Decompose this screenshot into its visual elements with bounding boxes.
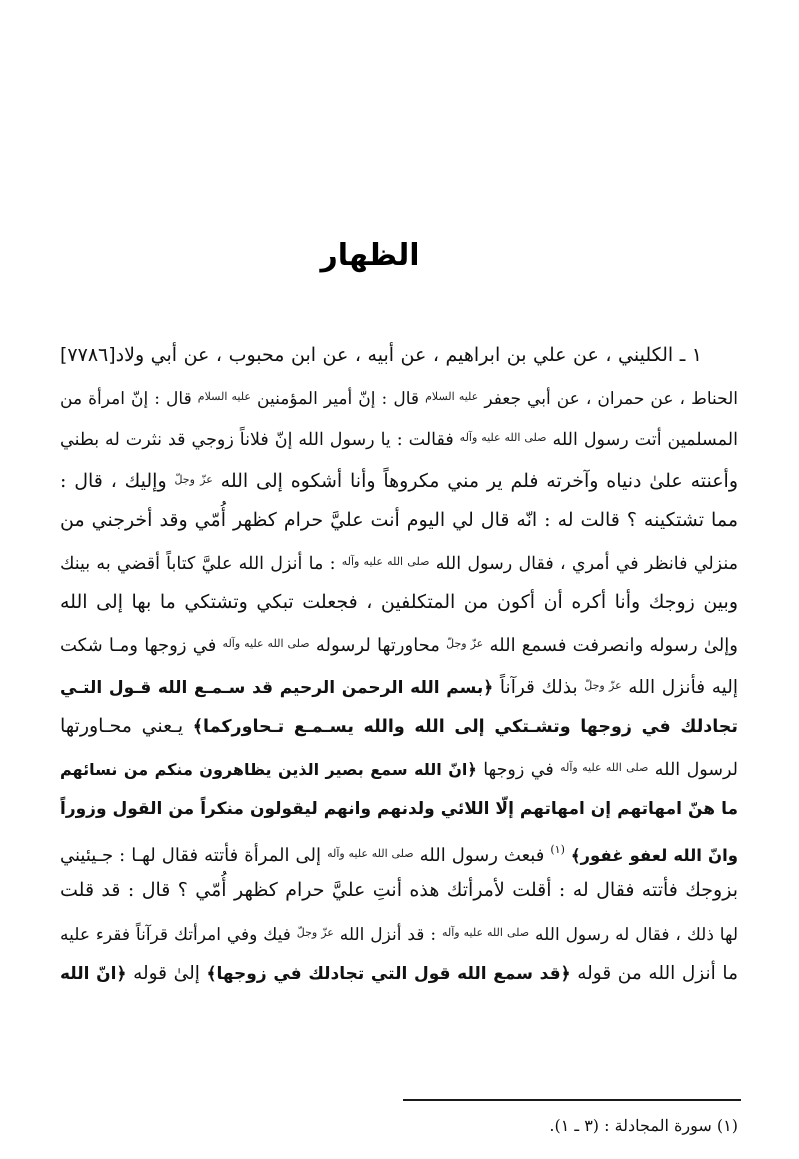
text-segment: في زوجها ومـا شكت [60,635,217,657]
honorific-glyph: صلى الله عليه وآله [560,760,649,774]
text-line [60,582,738,623]
honorific-glyph: صلى الله عليه وآله [327,847,414,861]
footnote-divider [403,1099,741,1101]
honorific-glyph: صلى الله عليه وآله [341,554,430,568]
text-segment: وإلىٰ رسوله وانصرفت فسمع الله [489,635,738,657]
text-line [60,500,738,541]
text-segment: مما تشتكينه ؟ قالت له : انّه قال لي اليوم أنت عليَّ حرام كظهر أُمّي وقد أخرجني من [60,508,738,531]
text-line [60,376,738,417]
text-segment: منزلي فانظر في أمري ، فقال رسول الله [435,553,738,574]
text-segment: وبين زوجك وأنا أكره أن أكون من المتكلفين ، فجعلت تبكي وتشتكي ما بها إلى الله [60,591,738,614]
text-segment: قال : إنّ امرأة من [60,389,192,410]
text-segment: لرسول الله [654,759,738,780]
honorific-glyph: عزّ وجلّ [296,925,334,939]
text-line [60,665,738,706]
text-segment: فقالت : يا رسول الله إنّ فلاناً زوجي قد نثرت له بطني [60,430,454,451]
honorific-glyph: عليه السلام [425,390,479,404]
text-line [60,788,738,829]
text-line [60,459,738,500]
text-segment: محاورتها لرسوله [315,635,440,657]
text-segment: يـعني محـاورتها [60,714,184,737]
text-segment: فيك وفي امرأتك قرآناً فقرء عليه [60,924,291,945]
text-line [60,623,738,664]
honorific-glyph: عليه السلام [197,390,251,404]
text-segment: فبعث رسول الله [419,845,545,867]
text-segment: : ما أنزل الله عليَّ كتاباً أقضي به بينك [60,553,336,574]
text-line [60,417,738,458]
text-segment: لها ذلك ، فقال له رسول الله [535,924,738,945]
honorific-glyph: عزّ وجلّ [446,637,484,651]
quran-quote: ﴿قد سمع الله قول التي تجادلك في زوجها﴾ [206,963,571,984]
text-segment: إلىٰ قوله [133,962,200,984]
footnote: (١) سورة المجادلة : (٣ ـ ١). [549,1116,738,1135]
text-segment: إلى المرأة فأتته فقال لهـا : جـيئيني [60,845,322,867]
honorific-glyph: صلى الله عليه وآله [222,637,310,651]
hadith-number: [٧٧٨٦] [60,344,116,366]
chapter-title: الظهار [320,238,420,273]
hadith-opening: ١ ـ الكليني ، عن علي بن ابراهيم ، عن أبيه ، عن ابن محبوب ، عن أبي ولاد [115,344,702,366]
text-line [60,541,738,582]
honorific-glyph: صلى الله عليه وآله [459,431,547,445]
text-line [60,706,738,747]
honorific-glyph: عزّ وجلّ [174,472,213,486]
quran-quote: ﴿انّ الله [60,963,127,984]
text-segment: المسلمين أتت رسول الله [552,430,738,451]
footnote-reference[interactable]: (١) [550,843,565,857]
hadith-body [60,335,738,994]
text-line [60,829,738,870]
quran-quote: وانّ الله لعفو غفور﴾ [570,846,738,866]
quran-quote: ﴿بسم الله الرحمن الرحيم قد سـمـع الله قـول التـي [60,677,494,698]
text-segment: : قد أنزل الله [339,924,437,945]
text-line [60,953,738,994]
text-segment: إليه فأنزل الله [628,676,738,698]
text-segment: وأعنته علىٰ دنياه وآخرته فلم ير مني مكروهاً وأنا أشكوه إلى الله [220,469,739,492]
text-segment: بذلك قرآناً [499,676,578,698]
text-line [60,870,738,911]
honorific-glyph: صلى الله عليه وآله [441,925,530,939]
text-segment: بزوجك فأتته فقال له : أقلت لأمرأتك هذه أنتِ عليَّ حرام كظهر أُمّي ؟ قال : قد قلت [60,879,738,902]
text-segment: في زوجها [483,759,554,780]
text-line [60,747,738,788]
text-line [60,912,738,953]
text-line [60,335,738,376]
text-segment: ما أنزل الله من قوله [577,962,738,984]
honorific-glyph: عزّ وجلّ [584,678,622,692]
text-segment: الحناط ، عن حمران ، عن أبي جعفر [484,389,739,410]
text-segment: وإليك ، قال : [60,469,167,492]
quran-quote: تجادلك في زوجها وتشـتكي إلى الله والله يسـمـع تـحاوركما﴾ [192,716,738,737]
quran-quote: ما هنّ امهاتهم إن امهاتهم إلّا اللائي ولدنهم وانهم ليقولون منكراً من القول وزوراً [60,799,738,820]
quran-quote: ﴿انّ الله سمع بصير الذين يظاهرون منكم من نسائهم [60,759,477,779]
text-segment: قال : إنّ أمير المؤمنين [257,389,420,410]
